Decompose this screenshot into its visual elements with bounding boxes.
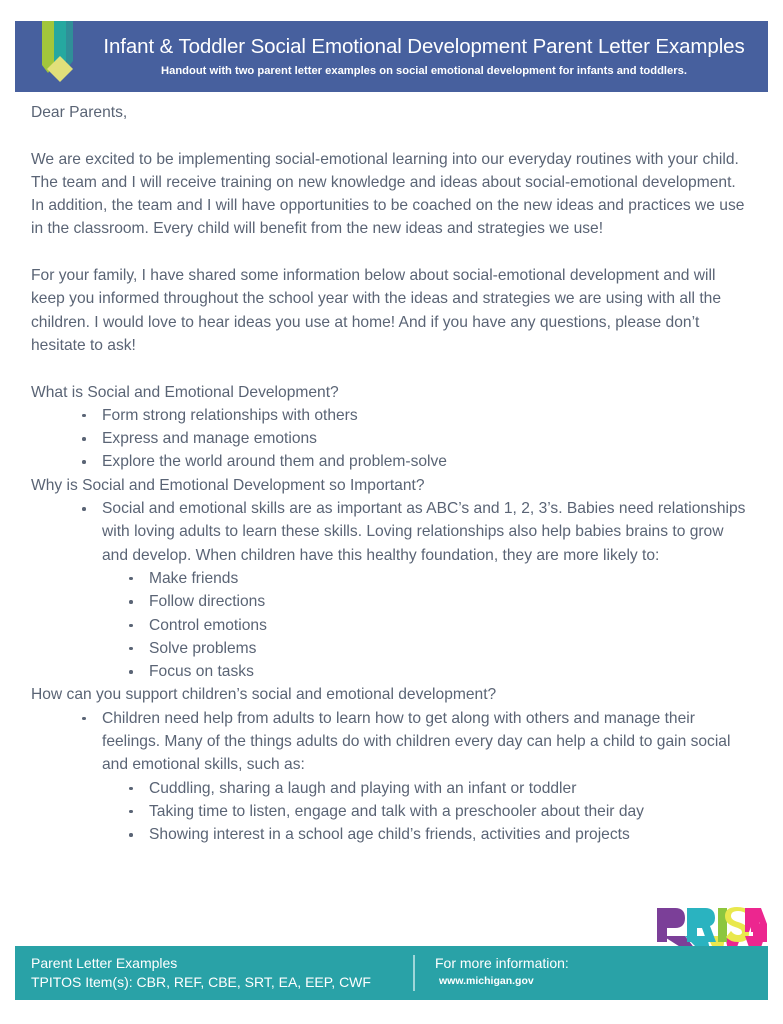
sub-list-item (102, 823, 749, 846)
paragraph-spacer (31, 124, 749, 147)
sub-list-item-text: Cuddling, sharing a laugh and playing with an infant or toddler (149, 779, 577, 797)
bullet-dot-icon (82, 507, 86, 511)
list-item (31, 427, 749, 450)
bullet-dot-icon (129, 833, 133, 837)
list-item-text: Explore the world around them and problem-solve (102, 453, 447, 471)
list-item-text: Children need help from adults to learn how to get along with others and manage their feelings. Many of the things adults do with children every day can help a child to gain social and emotional skills, such as: (102, 709, 731, 774)
sub-list-item (102, 777, 749, 800)
footer-website-link[interactable]: www.michigan.gov (439, 975, 534, 987)
section-bullet-list (31, 707, 749, 847)
footer-banner (15, 946, 768, 1000)
sub-list-item (102, 800, 749, 823)
bullet-dot-icon (129, 787, 133, 791)
footer-title: Parent Letter Examples (31, 955, 178, 971)
sub-list-item (102, 590, 749, 613)
footer-tpitos-items: TPITOS Item(s): CBR, REF, CBE, SRT, EA, EEP, CWF (31, 974, 371, 990)
letter-paragraph-1: We are excited to be implementing social-emotional learning into our everyday routines with your child. The team and I will receive training on new knowledge and ideas about social-emotional development. In addition, the team and I will have opportunities to be coached on the new ideas and practices we use in the classroom. Every child will benefit from the new ideas and strategies we use! (31, 150, 745, 238)
bullet-dot-icon (129, 670, 133, 674)
page-title: Infant & Toddler Social Emotional Development Parent Letter Examples (103, 35, 745, 58)
section-bullet-list (31, 404, 749, 474)
bullet-dot-icon (129, 810, 133, 814)
list-item (31, 404, 749, 427)
letter-paragraph-2: For your family, I have shared some information below about social-emotional development and will keep you informed throughout the school year with the ideas and strategies we are using with all the children. I would love to hear ideas you use at home! And if you have any questions, please don’t hesitate to ask! (31, 267, 722, 354)
list-item (31, 707, 749, 847)
sub-list-item-text: Control emotions (149, 616, 267, 634)
list-item (31, 497, 749, 683)
section-heading-why-important: Why is Social and Emotional Development so Important? (31, 476, 425, 494)
sub-list-item-text: Make friends (149, 569, 239, 587)
bullet-dot-icon (129, 600, 133, 604)
list-item-text: Express and manage emotions (102, 430, 317, 448)
header-banner (15, 21, 768, 92)
sub-bullet-list (102, 777, 749, 847)
footer-right-group (435, 954, 569, 990)
sub-list-item-text: Focus on tasks (149, 663, 254, 681)
paragraph-spacer (31, 357, 749, 380)
footer-left-group (31, 954, 371, 992)
bullet-dot-icon (82, 460, 86, 464)
bullet-dot-icon (129, 577, 133, 581)
bullet-dot-icon (129, 624, 133, 628)
section-heading-what-is: What is Social and Emotional Development? (31, 383, 339, 401)
bullet-dot-icon (82, 414, 86, 418)
sub-list-item-text: Taking time to listen, engage and talk with a preschooler about their day (149, 802, 644, 820)
bullet-dot-icon (82, 717, 86, 721)
bullet-dot-icon (82, 437, 86, 441)
footer-divider (413, 955, 415, 991)
sub-list-item-text: Follow directions (149, 593, 266, 611)
page-subtitle: Handout with two parent letter examples on social emotional development for infants and toddlers. (161, 64, 687, 77)
sub-list-item (102, 660, 749, 683)
letter-body (31, 101, 749, 847)
sub-list-item (102, 567, 749, 590)
list-item-text: Form strong relationships with others (102, 406, 358, 424)
footer-info-label: For more information: (435, 955, 569, 971)
bullet-dot-icon (129, 647, 133, 651)
list-item (31, 450, 749, 473)
sub-list-item (102, 614, 749, 637)
section-heading-how-support: How can you support children’s social and emotional development? (31, 686, 497, 704)
sub-list-item-text: Solve problems (149, 639, 257, 657)
prism-ribbon-bookmark-icon (40, 21, 80, 92)
sub-list-item-text: Showing interest in a school age child’s friends, activities and projects (149, 826, 630, 844)
list-item-text: Social and emotional skills are as important as ABC’s and 1, 2, 3’s. Babies need relationships with loving adults to learn these skills. Loving relationships also help babies brains to grow and develop. When children have this healthy foundation, they are more likely to: (102, 500, 746, 564)
sub-bullet-list (102, 567, 749, 683)
paragraph-spacer (31, 241, 749, 264)
section-bullet-list (31, 497, 749, 683)
header-text-group (90, 21, 758, 92)
sub-list-item (102, 637, 749, 660)
letter-salutation: Dear Parents, (31, 104, 128, 121)
